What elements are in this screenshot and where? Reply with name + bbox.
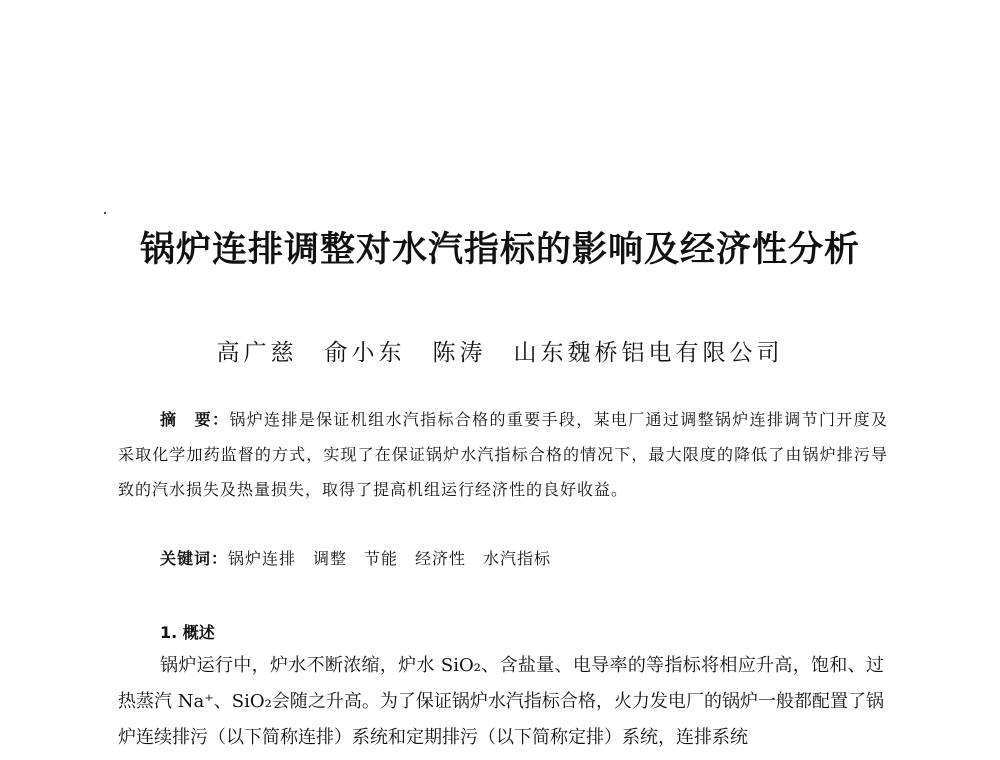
section-body bbox=[118, 648, 884, 756]
abstract-text: 锅炉连排是保证机组水汽指标合格的重要手段，某电厂通过调整锅炉连排调节门开度及采取化学加药监督的方式，实现了在保证锅炉水汽指标合格的情况下，最大限度的降低了由锅炉排污导致的汽水损失及热量损失，取得了提高机组运行经济性的良好收益。 bbox=[118, 410, 888, 499]
abstract-label-wrap bbox=[118, 410, 229, 429]
author-line: 高广慈 俞小东 陈涛 山东魏桥铝电有限公司 bbox=[216, 340, 784, 366]
abstract-block bbox=[118, 402, 888, 507]
scan-speck bbox=[104, 212, 106, 214]
section-heading: 1. 概述 bbox=[160, 623, 215, 642]
keywords-line bbox=[160, 546, 880, 569]
section-paragraph: 锅炉运行中，炉水不断浓缩，炉水 SiO₂、含盐量、电导率的等指标将相应升高，饱和、过热蒸汽 Na⁺、SiO₂会随之升高。为了保证锅炉水汽指标合格，火力发电厂的锅炉一般都配置了锅炉连续排污（以下简称连排）系统和定期排污（以下简称定排）系统，连排系统 bbox=[118, 655, 884, 748]
body-indent bbox=[118, 655, 160, 676]
abstract-label: 摘 要： bbox=[160, 410, 230, 429]
keywords-label: 关键词： bbox=[160, 549, 229, 568]
paper-title: 锅炉连排调整对水汽指标的影响及经济性分析 bbox=[139, 229, 860, 270]
keywords-text: 锅炉连排 调整 节能 经济性 水汽指标 bbox=[228, 549, 552, 568]
